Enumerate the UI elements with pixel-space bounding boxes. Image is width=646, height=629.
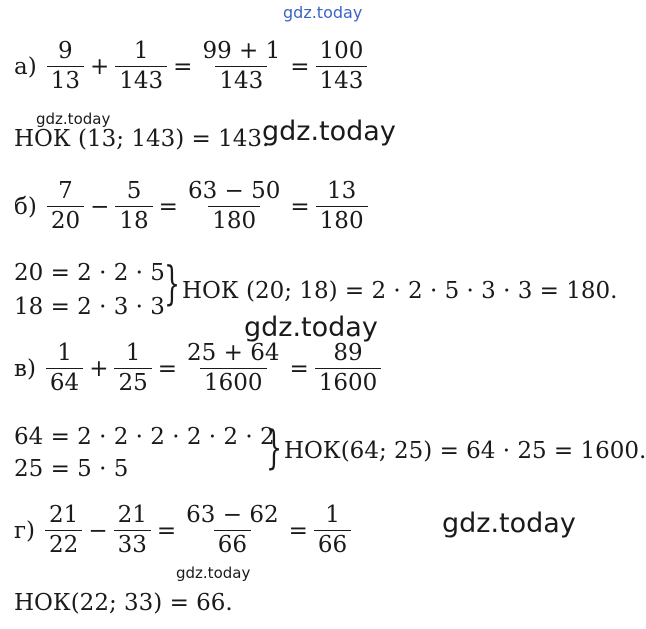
numerator: 63 − 50 (187, 178, 281, 204)
numerator: 9 (58, 38, 73, 64)
watermark-small: gdz.today (176, 564, 251, 582)
equals-sign: = (157, 355, 178, 382)
problem-a-equation (14, 40, 369, 93)
denominator: 1600 (200, 368, 267, 395)
problem-c-factorization-64: 64 = 2 · 2 · 2 · 2 · 2 · 2 (14, 424, 275, 450)
numerator: 99 + 1 (202, 38, 281, 64)
problem-c-factorization-25: 25 = 5 · 5 (14, 456, 129, 482)
problem-a-label: а) (14, 53, 37, 80)
problem-b-lcm: НОК (20; 18) = 2 · 2 · 5 · 3 · 3 = 180. (182, 278, 618, 304)
problem-a-lcm: НОК (13; 143) = 143. (14, 126, 270, 152)
equals-sign: = (288, 517, 308, 544)
equals-sign: = (173, 53, 193, 80)
problem-b-label: б) (14, 193, 37, 220)
watermark-big: gdz.today (442, 508, 576, 539)
denominator: 64 (46, 368, 83, 395)
problem-c-label: в) (14, 355, 36, 382)
operator: − (90, 193, 110, 220)
equals-sign: = (289, 355, 309, 382)
problem-d-lcm: НОК(22; 33) = 66. (14, 590, 233, 616)
denominator: 18 (115, 206, 152, 233)
watermark-small: gdz.today (36, 110, 111, 128)
problem-d-label: г) (14, 517, 36, 544)
numerator: 25 + 64 (187, 340, 280, 366)
brace: } (266, 420, 283, 474)
fraction (114, 504, 151, 557)
denominator: 143 (316, 66, 368, 93)
watermark-big: gdz.today (262, 116, 396, 147)
fraction (183, 342, 283, 395)
watermark-top: gdz.today (283, 3, 363, 22)
denominator: 180 (316, 206, 368, 233)
numerator: 1 (125, 340, 141, 366)
denominator: 66 (314, 530, 351, 557)
numerator: 13 (326, 178, 357, 204)
equals-sign: = (290, 53, 310, 80)
equals-sign: = (158, 193, 178, 220)
brace: } (164, 256, 181, 310)
fraction (45, 504, 82, 557)
numerator: 1 (133, 38, 149, 64)
denominator: 66 (214, 530, 251, 557)
problem-b-factorization-18: 18 = 2 · 3 · 3 (14, 294, 165, 320)
fraction (115, 180, 152, 233)
operator: + (89, 355, 109, 382)
fraction (316, 180, 368, 233)
denominator: 22 (45, 530, 82, 557)
watermark-big: gdz.today (244, 312, 378, 343)
fraction (114, 342, 151, 395)
numerator: 21 (117, 502, 147, 528)
denominator: 25 (114, 368, 151, 395)
problem-b-factorization-20: 20 = 2 · 2 · 5 (14, 260, 165, 286)
denominator: 143 (115, 66, 167, 93)
fraction (182, 504, 282, 557)
numerator: 5 (126, 178, 142, 204)
denominator: 33 (114, 530, 151, 557)
numerator: 63 − 62 (186, 502, 279, 528)
numerator: 21 (49, 502, 79, 528)
fraction (198, 40, 284, 93)
fraction (47, 180, 84, 233)
problem-c-lcm: НОК(64; 25) = 64 · 25 = 1600. (284, 438, 646, 464)
numerator: 100 (319, 38, 364, 64)
fraction (184, 180, 284, 233)
numerator: 1 (325, 502, 340, 528)
numerator: 7 (58, 178, 73, 204)
fraction (47, 40, 84, 93)
fraction (314, 504, 351, 557)
denominator: 1600 (315, 368, 382, 395)
fraction (46, 342, 83, 395)
operator: − (88, 517, 108, 544)
fraction (316, 40, 368, 93)
equals-sign: = (290, 193, 310, 220)
fraction (315, 342, 382, 395)
operator: + (89, 53, 110, 80)
denominator: 143 (215, 66, 267, 93)
equals-sign: = (156, 517, 177, 544)
denominator: 180 (208, 206, 260, 233)
problem-d-equation (14, 504, 353, 557)
problem-b-equation (14, 180, 370, 233)
numerator: 89 (333, 340, 363, 366)
problem-c-equation (14, 342, 383, 395)
denominator: 13 (47, 66, 84, 93)
fraction (115, 40, 167, 93)
numerator: 1 (57, 340, 72, 366)
denominator: 20 (47, 206, 84, 233)
